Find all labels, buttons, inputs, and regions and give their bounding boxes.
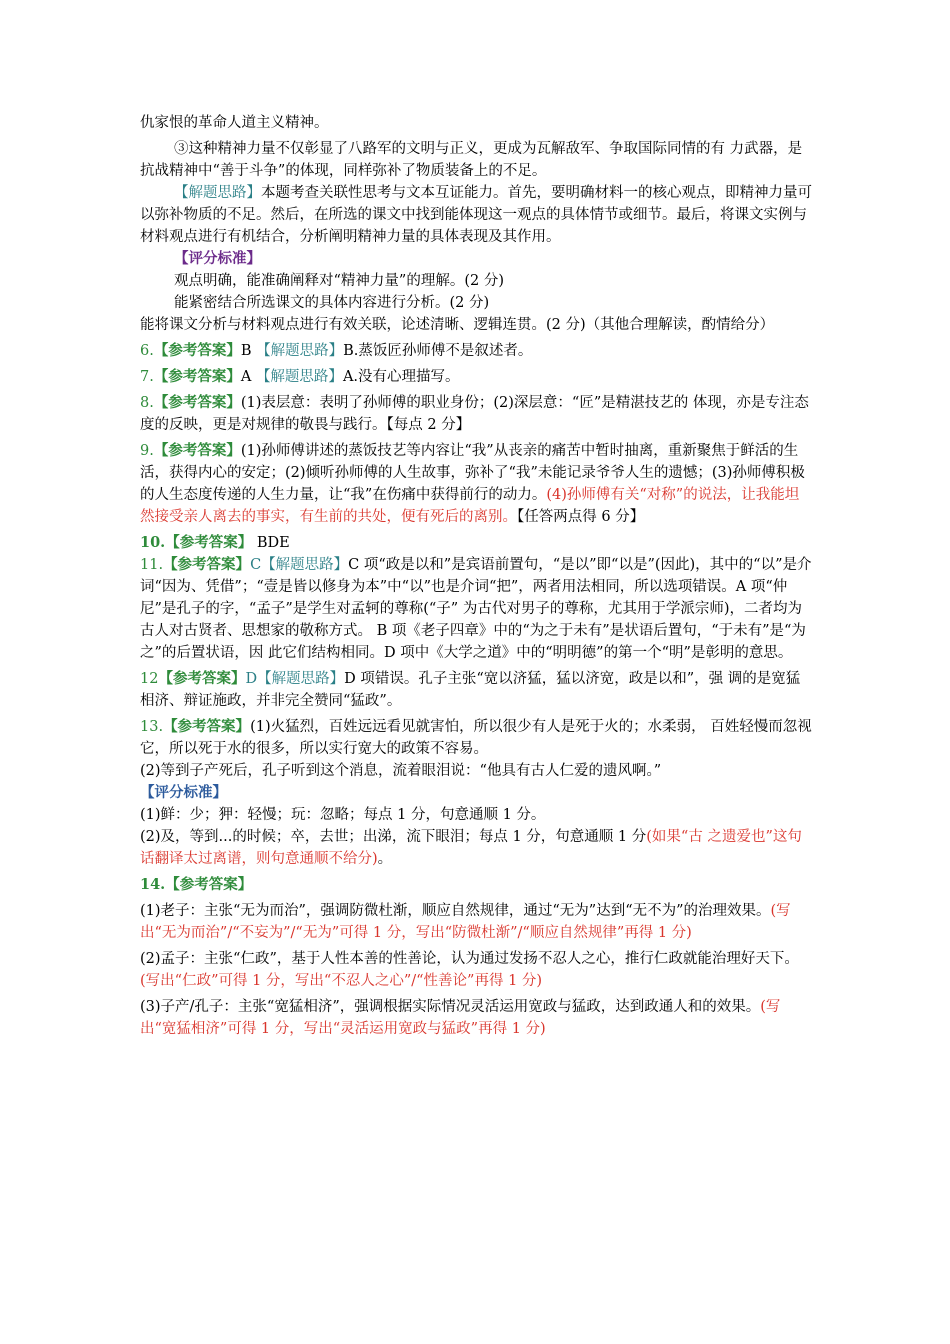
- q13-grading-2-end: 。: [377, 851, 393, 867]
- q7-think-label: 【解题思路】: [255, 369, 343, 385]
- q14-a3-red: (写出“宽猛相济”可得 1 分，写出“灵活运用宽政与猛政”再得 1 分): [140, 999, 781, 1037]
- q14-number: 14.: [140, 876, 166, 893]
- document-page: [140, 112, 812, 1040]
- analysis-text: 本题考查关联性思考与文本互证能力。首先，要明确材料一的核心观点，即精神力量可以弥补物质的不足。然后，在所选的课文中找到能体现这一观点的具体情节或细节。最后，将课文实例与材料观点进行有机结合，分析阐明精神力量的具体表现及其作用。: [140, 185, 812, 245]
- q7-answer: A: [240, 369, 256, 385]
- grading-1: 观点明确，能准确阐释对“精神力量”的理解。(2 分): [174, 273, 504, 289]
- q6-answer-label: 【参考答案】: [153, 342, 241, 359]
- q11-text: C 项“政是以和”是宾语前置句，“是以”即“以是”(因此)，其中的“以”是介词“因为、凭借”；“壹是皆以修身为本”中“以”也是介词“把”，两者用法相同，所以选项错误。A 项“仲尼”是孔子的字，“孟子”是学生对孟轲的尊称(“子” 为古代对男子的尊称，尤其用于学派宗师)，二者均为古人对古贤者、思想家的敬称方式。 B 项《老子四章》中的“为之于未有”是状语后置句，“于未有”是“为之”的后置状语，因 此它们结构相同。D 项中《大学之道》中的“明明德”的第一个“明”是彰明的意思。: [140, 557, 812, 661]
- q14-a1-text: (1)老子：主张“无为而治”，强调防微杜渐，顺应自然规律，通过“无为”达到“无不为”的治理效果。: [140, 903, 771, 919]
- question-7: [140, 366, 812, 388]
- grading-3: 能将课文分析与材料观点进行有效关联，论述清晰、逻辑连贯。(2 分)（其他合理解读，酌情给分）: [140, 317, 775, 333]
- q13-grading-2-text: (2)及，等到...的时候；卒，去世；出涕，流下眼泪；每点 1 分，句意通顺 1 分: [140, 829, 647, 845]
- q14-answer-label: 【参考答案】: [165, 876, 253, 893]
- q13-text-2: (2)等到子产死后，孔子听到这个消息，流着眼泪说：“他具有古人仁爱的遗风啊。”: [140, 763, 662, 779]
- q14-a2-text: (2)孟子：主张“仁政”，基于人性本善的性善论，认为通过发扬不忍人之心，推行仁政就能治理好天下。: [140, 951, 799, 967]
- q10-answer-label: 【参考答案】: [165, 534, 253, 551]
- intro-line: 仇家恨的革命人道主义精神。: [140, 115, 329, 131]
- q6-think: B.蒸饭匠孙师傅不是叙述者。: [343, 343, 533, 359]
- q11-number: 11.: [140, 557, 164, 573]
- question-12: [140, 668, 812, 712]
- question-8: [140, 392, 812, 436]
- q13-grading-2: [140, 826, 812, 870]
- q13-grading-2-red: (如果“古 之遗爱也”这句话翻译太过离谱，则句意通顺不给分): [140, 829, 802, 867]
- point-3: ③这种精神力量不仅彰显了八路军的文明与正义，更成为瓦解敌军、争取国际同情的有 力武器，是抗战精神中“善于斗争”的体现，同样弥补了物质装备上的不足。: [140, 141, 803, 179]
- question-9: [140, 440, 812, 528]
- q10-answer: BDE: [252, 535, 290, 551]
- q14-answer-2: [140, 948, 812, 992]
- question-6: [140, 340, 812, 362]
- q9-tail: 【任答两点得 6 分】: [517, 509, 645, 525]
- q9-answer-label: 【参考答案】: [153, 442, 241, 459]
- q8-text: (1)表层意：表明了孙师傅的职业身份；(2)深层意：“匠”是精湛技艺的 体现，亦是专注态度的反映，更是对规律的敬畏与践行。【每点 2 分】: [140, 395, 809, 433]
- analysis-paragraph: [140, 182, 812, 248]
- q13-grading-1: (1)鲜：少；狎：轻慢；玩：忽略；每点 1 分，句意通顺 1 分。: [140, 807, 546, 823]
- q7-answer-label: 【参考答案】: [153, 368, 241, 385]
- q14-a2-red: (写出“仁政”可得 1 分，写出“不忍人之心”/“性善论”再得 1 分): [140, 973, 543, 989]
- question-11: [140, 554, 812, 664]
- q13-number: 13.: [140, 719, 164, 735]
- analysis-label: 【解题思路】: [174, 185, 261, 201]
- q11-answer-label: 【参考答案】: [163, 556, 251, 573]
- q12-think-label: 【解题思路】: [257, 671, 345, 687]
- q14-a3-text: (3)子产/孔子：主张“宽猛相济”，强调根据实际情况灵活运用宽政与猛政，达到政通人和的效果。: [140, 999, 761, 1015]
- q9-red-text: (4)孙师傅有关“对称”的说法，让我能坦然接受亲人离去的事实，有生前的共处，便有死后的离别。: [140, 487, 800, 525]
- q8-answer-label: 【参考答案】: [153, 394, 241, 411]
- q13-text-1: (1)火猛烈，百姓远远看见就害怕，所以很少有人是死于火的；水柔弱， 百姓轻慢而忽视它，所以死于水的很多，所以实行宽大的政策不容易。: [140, 719, 812, 757]
- q12-text: D 项错误。孔子主张“宽以济猛，猛以济宽，政是以和”，强 调的是宽猛相济、辩证施政，并非完全赞同“猛政”。: [140, 671, 801, 709]
- q8-number: 8.: [140, 395, 154, 411]
- q7-number: 7.: [140, 369, 154, 385]
- q13-answer-label: 【参考答案】: [163, 718, 251, 735]
- q10-number: 10.: [140, 534, 166, 551]
- q12-answer-label: 【参考答案】: [158, 670, 246, 687]
- q14-answer-3: [140, 996, 812, 1040]
- question-10: [140, 532, 812, 554]
- q13-grading-label: 【评分标准】: [140, 784, 227, 801]
- q6-number: 6.: [140, 343, 154, 359]
- q9-number: 9.: [140, 443, 154, 459]
- q9-text: (1)孙师傅讲述的蒸饭技艺等内容让“我”从丧亲的痛苦中暂时抽离，重新聚焦于鲜活的生活，获得内心的安定；(2)倾听孙师傅的人生故事，弥补了“我”未能记录爷爷人生的遗憾；(3)孙师傅积极的人生态度传递的人生力量，让“我”在伤痛中获得前行的动力。: [140, 443, 805, 503]
- q6-answer: B: [240, 343, 257, 359]
- q14-answer-1: [140, 900, 812, 944]
- q11-answer: C: [250, 557, 262, 573]
- q12-answer: D: [245, 671, 258, 687]
- grading-2: 能紧密结合所选课文的具体内容进行分析。(2 分): [174, 295, 490, 311]
- q6-think-label: 【解题思路】: [256, 343, 344, 359]
- grading-heading: [140, 248, 812, 270]
- question-13: [140, 716, 812, 760]
- question-14: [140, 874, 812, 896]
- q12-number: 12: [140, 671, 159, 687]
- q13-grading-heading: [140, 782, 812, 804]
- grading-label: 【评分标准】: [174, 250, 261, 267]
- q14-a1-red: (写出“无为而治”/“不妄为”/“无为”可得 1 分，写出“防微杜渐”/“顺应自然规律”再得 1 分): [140, 903, 791, 941]
- q11-think-label: 【解题思路】: [261, 557, 349, 573]
- q7-think: A.没有心理描写。: [342, 369, 460, 385]
